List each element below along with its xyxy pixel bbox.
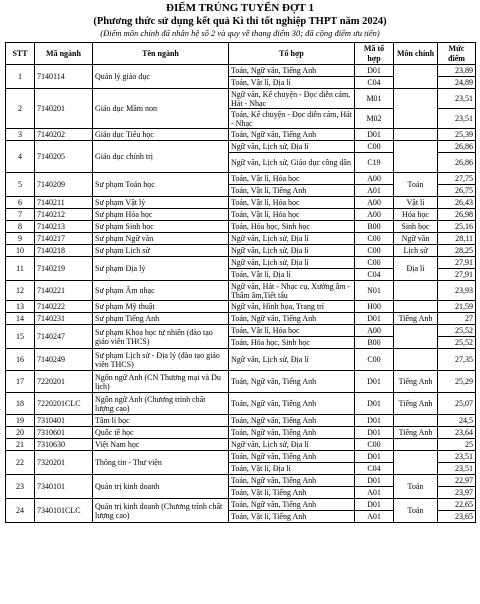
major-code: 7140211: [35, 197, 93, 209]
combination-code: D01: [355, 451, 394, 463]
main-subject: Ngữ văn: [394, 233, 438, 245]
score: 22,97: [438, 475, 476, 487]
combination-code: D01: [355, 415, 394, 427]
combination-code: D01: [355, 393, 394, 415]
row-stt: 23: [6, 475, 35, 499]
main-subject: Tiếng Anh: [394, 393, 438, 415]
main-subject: Toán: [394, 499, 438, 523]
major-name: Sư phạm Hóa học: [93, 209, 229, 221]
row-stt: 10: [6, 245, 35, 257]
major-code: 7140212: [35, 209, 93, 221]
major-name: Việt Nam học: [93, 439, 229, 451]
score: 25,52: [438, 325, 476, 337]
main-subject: [394, 301, 438, 313]
combination: Toán, Vật lí, Hóa học: [229, 209, 355, 221]
main-subject: [394, 281, 438, 301]
major-code: 7140114: [35, 65, 93, 89]
main-subject: [394, 415, 438, 427]
major-name: Ngôn ngữ Anh (Chương trình chất lượng cao): [93, 393, 229, 415]
score: 23,65: [438, 511, 476, 523]
row-stt: 19: [6, 415, 35, 427]
combination-code: D01: [355, 313, 394, 325]
row-stt: 17: [6, 371, 35, 393]
score: 24,5: [438, 415, 476, 427]
combination-code: D01: [355, 65, 394, 77]
table-row: [6, 233, 476, 245]
score: 23,51: [438, 463, 476, 475]
combination-code: A00: [355, 197, 394, 209]
major-name: Sư phạm Mỹ thuật: [93, 301, 229, 313]
major-name: Thông tin - Thư viện: [93, 451, 229, 475]
row-stt: 16: [6, 349, 35, 371]
score: 28,11: [438, 233, 476, 245]
row-stt: 3: [6, 129, 35, 141]
combination-code: C00: [355, 141, 394, 153]
main-subject: [394, 439, 438, 451]
column-header-score: Mức điểm: [438, 43, 476, 65]
main-subject: [394, 325, 438, 349]
score: 25,07: [438, 393, 476, 415]
score: 23,93: [438, 281, 476, 301]
combination-code: C00: [355, 439, 394, 451]
combination-code: B00: [355, 337, 394, 349]
row-stt: 5: [6, 173, 35, 197]
combination-code: D01: [355, 371, 394, 393]
score: 26,86: [438, 141, 476, 153]
score: 27,91: [438, 257, 476, 269]
major-code: 7310630: [35, 439, 93, 451]
major-code: 7140213: [35, 221, 93, 233]
combination: Ngữ văn, Lịch sử, Giáo dục công dân: [229, 153, 355, 173]
table-row: [6, 301, 476, 313]
table-row: [6, 349, 476, 371]
combination: Toán, Vật lí, Tiếng Anh: [229, 511, 355, 523]
score: 23,97: [438, 487, 476, 499]
column-header-main-subject: Môn chính: [394, 43, 438, 65]
major-name: Ngôn ngữ Anh (CN Thương mại và Du lịch): [93, 371, 229, 393]
major-name: Sư phạm Ngữ văn: [93, 233, 229, 245]
combination: Ngữ văn, Hát - Nhạc cụ, Xướng âm - Thẩm âm,Tiết tấu: [229, 281, 355, 301]
major-name: Sư phạm Âm nhạc: [93, 281, 229, 301]
combination-code: C00: [355, 349, 394, 371]
major-name: Sư phạm Lịch sử - Địa lý (đào tạo giáo viên THCS): [93, 349, 229, 371]
combination: Toán, Ngữ văn, Tiếng Anh: [229, 129, 355, 141]
column-header-major-code: Mã ngành: [35, 43, 93, 65]
table-row: [6, 415, 476, 427]
table-row: [6, 89, 476, 109]
combination: Toán, Ngữ văn, Tiếng Anh: [229, 415, 355, 427]
main-subject: [394, 349, 438, 371]
score: 22,65: [438, 499, 476, 511]
major-code: 7140219: [35, 257, 93, 281]
combination: Ngữ văn, Lịch sử, Địa lí: [229, 141, 355, 153]
combination: Toán, Ngữ văn, Tiếng Anh: [229, 313, 355, 325]
main-subject: [394, 451, 438, 475]
main-subject: Tiếng Anh: [394, 371, 438, 393]
major-name: Quản trị kinh doanh (Chương trình chất lượng cao): [93, 499, 229, 523]
combination: Ngữ văn, Kể chuyện - Đọc diễn cảm, Hát - Nhạc: [229, 89, 355, 109]
score: 25,16: [438, 221, 476, 233]
table-row: [6, 65, 476, 77]
combination-code: D01: [355, 475, 394, 487]
combination: Ngữ văn, Hình họa, Trang trí: [229, 301, 355, 313]
combination: Toán, Vật lí, Địa lí: [229, 463, 355, 475]
table-row: [6, 245, 476, 257]
major-code: 7220201: [35, 371, 93, 393]
table-row: [6, 129, 476, 141]
combination: Toán, Ngữ văn, Tiếng Anh: [229, 393, 355, 415]
combination-code: C04: [355, 77, 394, 89]
combination-code: C04: [355, 463, 394, 475]
major-name: Giáo dục Mầm non: [93, 89, 229, 129]
combination-code: N01: [355, 281, 394, 301]
combination: Toán, Ngữ văn, Tiếng Anh: [229, 499, 355, 511]
row-stt: 13: [6, 301, 35, 313]
major-code: 7340101CLC: [35, 499, 93, 523]
table-row: [6, 281, 476, 301]
combination: Toán, Vật lí, Địa lí: [229, 77, 355, 89]
major-code: 7140209: [35, 173, 93, 197]
major-code: 7140217: [35, 233, 93, 245]
major-name: Quốc tế học: [93, 427, 229, 439]
table-row: [6, 451, 476, 463]
combination-code: A00: [355, 173, 394, 185]
major-code: 7310601: [35, 427, 93, 439]
score: 27,91: [438, 269, 476, 281]
major-code: 7140231: [35, 313, 93, 325]
main-subject: [394, 129, 438, 141]
row-stt: 24: [6, 499, 35, 523]
combination: Ngữ văn, Lịch sử, Địa lí: [229, 233, 355, 245]
combination-code: C00: [355, 257, 394, 269]
major-code: 7140205: [35, 141, 93, 173]
combination: Toán, Ngữ văn, Tiếng Anh: [229, 451, 355, 463]
major-name: Quản lý giáo dục: [93, 65, 229, 89]
major-code: 7140247: [35, 325, 93, 349]
major-name: Sư phạm Toán học: [93, 173, 229, 197]
combination: Ngữ văn, Lịch sử, Địa lí: [229, 257, 355, 269]
main-subject: Tiếng Anh: [394, 427, 438, 439]
combination: Toán, Vật lí, Hóa học: [229, 197, 355, 209]
table-row: [6, 257, 476, 269]
column-header-combination: Tổ hợp: [229, 43, 355, 65]
main-subject: [394, 65, 438, 89]
score: 27: [438, 313, 476, 325]
score: 23,89: [438, 65, 476, 77]
row-stt: 21: [6, 439, 35, 451]
major-name: Giáo dục chính trị: [93, 141, 229, 173]
major-code: 7140218: [35, 245, 93, 257]
score: 26,43: [438, 197, 476, 209]
main-subject: Toán: [394, 475, 438, 499]
score: 21,59: [438, 301, 476, 313]
combination-code: A01: [355, 487, 394, 499]
main-subject: Toán: [394, 173, 438, 197]
major-name: Sư phạm Địa lý: [93, 257, 229, 281]
row-stt: 20: [6, 427, 35, 439]
row-stt: 14: [6, 313, 35, 325]
major-name: Sư phạm Sinh học: [93, 221, 229, 233]
table-body: [6, 65, 476, 523]
table-row: [6, 439, 476, 451]
major-code: 7140221: [35, 281, 93, 301]
table-row: [6, 475, 476, 487]
combination: Toán, Ngữ văn, Tiếng Anh: [229, 475, 355, 487]
row-stt: 1: [6, 65, 35, 89]
major-code: 7220201CLC: [35, 393, 93, 415]
row-stt: 2: [6, 89, 35, 129]
main-subject: Địa lí: [394, 257, 438, 281]
score: 23,51: [438, 89, 476, 109]
combination-code: M01: [355, 89, 394, 109]
combination-code: A01: [355, 185, 394, 197]
score: 25,52: [438, 337, 476, 349]
combination: Toán, Vật lí, Tiếng Anh: [229, 487, 355, 499]
combination-code: B00: [355, 221, 394, 233]
combination-code: A00: [355, 209, 394, 221]
row-stt: 22: [6, 451, 35, 475]
main-subject: Tiếng Anh: [394, 313, 438, 325]
major-code: 7140249: [35, 349, 93, 371]
document-subtitle: (Phương thức sử dụng kết quả Kì thi tốt nghiệp THPT năm 2024): [93, 16, 387, 27]
table-header-row: [6, 43, 476, 65]
score: 26,86: [438, 153, 476, 173]
combination: Toán, Ngữ văn, Tiếng Anh: [229, 371, 355, 393]
combination: Toán, Ngữ văn, Tiếng Anh: [229, 427, 355, 439]
table-row: [6, 313, 476, 325]
combination-code: D01: [355, 129, 394, 141]
major-name: Sư phạm Vật lý: [93, 197, 229, 209]
table-row: [6, 197, 476, 209]
combination-code: C00: [355, 245, 394, 257]
major-code: 7140202: [35, 129, 93, 141]
table-row: [6, 325, 476, 337]
combination-code: H00: [355, 301, 394, 313]
combination-code: M02: [355, 109, 394, 129]
score: 25: [438, 439, 476, 451]
table-row: [6, 393, 476, 415]
combination: Ngữ văn, Lịch sử, Địa lí: [229, 245, 355, 257]
row-stt: 12: [6, 281, 35, 301]
major-name: Sư phạm Tiếng Anh: [93, 313, 229, 325]
column-header-stt: STT: [6, 43, 35, 65]
table-row: [6, 173, 476, 185]
table-row: [6, 427, 476, 439]
major-code: 7310401: [35, 415, 93, 427]
combination: Toán, Vật lí, Hóa học: [229, 173, 355, 185]
document-title: ĐIỂM TRÚNG TUYỂN ĐỢT 1: [166, 2, 314, 14]
row-stt: 4: [6, 141, 35, 173]
table-row: [6, 209, 476, 221]
score: 25,39: [438, 129, 476, 141]
row-stt: 8: [6, 221, 35, 233]
score: 26,98: [438, 209, 476, 221]
major-name: Sư phạm Khoa học tự nhiên (đào tạo giáo viên THCS): [93, 325, 229, 349]
score: 26,75: [438, 185, 476, 197]
main-subject: Vật lí: [394, 197, 438, 209]
score: 23,51: [438, 109, 476, 129]
table-row: [6, 141, 476, 153]
combination-code: D01: [355, 427, 394, 439]
score: 24,89: [438, 77, 476, 89]
combination: Toán, Hóa học, Sinh học: [229, 337, 355, 349]
combination-code: A01: [355, 511, 394, 523]
main-subject: [394, 89, 438, 129]
major-name: Giáo dục Tiểu học: [93, 129, 229, 141]
column-header-major-name: Tên ngành: [93, 43, 229, 65]
major-code: 7340101: [35, 475, 93, 499]
table-row: [6, 221, 476, 233]
row-stt: 15: [6, 325, 35, 349]
combination-code: C19: [355, 153, 394, 173]
score: 23,64: [438, 427, 476, 439]
document-note: (Điểm môn chính đã nhân hệ số 2 và quy về thang điểm 30; đã cộng điểm ưu tiên): [100, 28, 380, 38]
row-stt: 9: [6, 233, 35, 245]
combination: Toán, Vật lí, Địa lí: [229, 269, 355, 281]
score: 23,51: [438, 451, 476, 463]
major-code: 7320201: [35, 451, 93, 475]
combination: Ngữ văn, Lịch sử, Địa lí: [229, 349, 355, 371]
row-stt: 18: [6, 393, 35, 415]
major-name: Tâm lí học: [93, 415, 229, 427]
score: 28,25: [438, 245, 476, 257]
main-subject: [394, 141, 438, 173]
combination-code: C04: [355, 269, 394, 281]
row-stt: 6: [6, 197, 35, 209]
row-stt: 11: [6, 257, 35, 281]
combination: Toán, Hóa học, Sinh học: [229, 221, 355, 233]
score: 27,75: [438, 173, 476, 185]
combination-code: A00: [355, 325, 394, 337]
major-code: 7140222: [35, 301, 93, 313]
combination: Toán, Vật lí, Hóa học: [229, 325, 355, 337]
column-header-combination-code: Mã tổ hợp: [355, 43, 394, 65]
combination-code: D01: [355, 499, 394, 511]
score: 25,29: [438, 371, 476, 393]
document-header: [0, 0, 480, 39]
table-row: [6, 499, 476, 511]
combination: Toán, Ngữ văn, Tiếng Anh: [229, 65, 355, 77]
major-name: Quản trị kinh doanh: [93, 475, 229, 499]
admission-score-table: [5, 42, 476, 523]
combination-code: C00: [355, 233, 394, 245]
row-stt: 7: [6, 209, 35, 221]
major-name: Sư phạm Lịch sử: [93, 245, 229, 257]
combination: Toán, Vật lí, Tiếng Anh: [229, 185, 355, 197]
main-subject: Lịch sử: [394, 245, 438, 257]
main-subject: Sinh học: [394, 221, 438, 233]
main-subject: Hóa học: [394, 209, 438, 221]
table-row: [6, 371, 476, 393]
combination: Ngữ văn, Lịch sử, Địa lí: [229, 439, 355, 451]
score: 27,35: [438, 349, 476, 371]
major-code: 7140201: [35, 89, 93, 129]
combination: Toán, Kể chuyện - Đọc diễn cảm, Hát - Nhạc: [229, 109, 355, 129]
